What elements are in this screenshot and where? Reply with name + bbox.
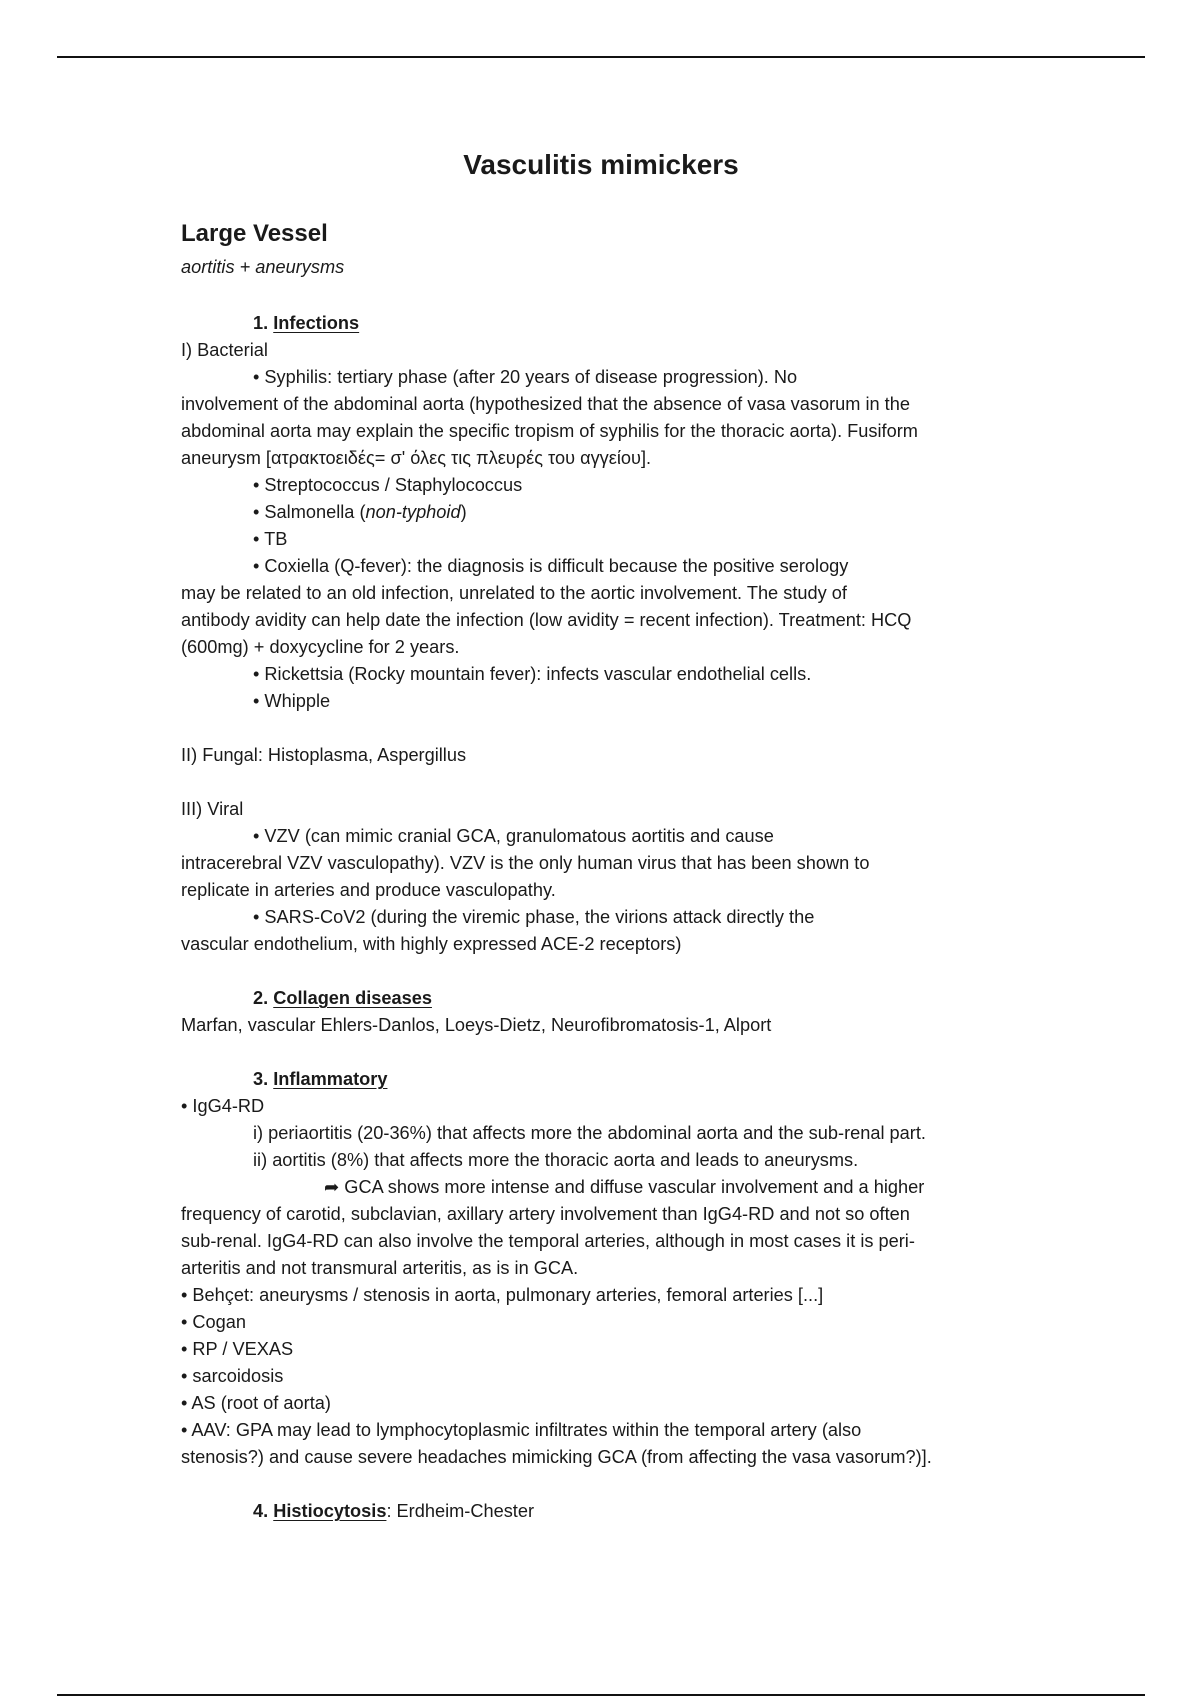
heading-number: 4. <box>253 1501 269 1521</box>
vzv-line-2: intracerebral VZV vasculopathy). VZV is the only human virus that has been shown to <box>181 853 870 873</box>
heading-histiocytosis <box>253 1498 534 1525</box>
vzv-line-1: • VZV (can mimic cranial GCA, granulomatous aortitis and cause <box>253 826 774 846</box>
syphilis-line-2: involvement of the abdominal aorta (hypothesized that the absence of vasa vasorum in the <box>181 394 910 414</box>
vzv-line-3: replicate in arteries and produce vasculopathy. <box>181 880 556 900</box>
syphilis-line-3: abdominal aorta may explain the specific tropism of syphilis for the thoracic aorta). Fusiform <box>181 421 918 441</box>
list-item-salmonella <box>253 499 467 526</box>
aav-line-2: stenosis?) and cause severe headaches mimicking GCA (from affecting the vasa vasorum?)]. <box>181 1447 932 1467</box>
coxiella-line-1: • Coxiella (Q-fever): the diagnosis is difficult because the positive serology <box>253 556 849 576</box>
heading-infections <box>253 310 359 337</box>
igg4-point-i: i) periaortitis (20-36%) that affects more the abdominal aorta and the sub-renal part. <box>253 1123 926 1143</box>
heading-label: Collagen diseases <box>273 988 432 1008</box>
list-item-sarcoidosis: • sarcoidosis <box>181 1366 284 1386</box>
fungal-line: II) Fungal: Histoplasma, Aspergillus <box>181 745 467 765</box>
heading-inflammatory <box>253 1066 387 1093</box>
salmonella-suffix: ) <box>460 502 467 522</box>
top-rule <box>57 56 1145 58</box>
list-item-cogan: • Cogan <box>181 1312 247 1332</box>
gca-note-line-1: ➦ GCA shows more intense and diffuse vascular involvement and a higher <box>324 1177 925 1197</box>
sars-line-1: • SARS-CoV2 (during the viremic phase, the virions attack directly the <box>253 907 815 927</box>
bottom-rule <box>57 1694 1145 1696</box>
list-item-rp-vexas: • RP / VEXAS <box>181 1339 294 1359</box>
heading-number: 1. <box>253 313 269 333</box>
coxiella-line-2: may be related to an old infection, unrelated to the aortic involvement. The study of <box>181 583 847 603</box>
igg4-point-ii: ii) aortitis (8%) that affects more the thoracic aorta and leads to aneurysms. <box>253 1150 859 1170</box>
aav-line-1: • AAV: GPA may lead to lymphocytoplasmic infiltrates within the temporal artery (also <box>181 1420 862 1440</box>
heading-collagen <box>253 985 432 1012</box>
sars-line-2: vascular endothelium, with highly expressed ACE-2 receptors) <box>181 934 682 954</box>
list-item-igg4: • IgG4-RD <box>181 1096 265 1116</box>
coxiella-line-3: antibody avidity can help date the infection (low avidity = recent infection). Treatment: HCQ <box>181 610 912 630</box>
section-subheading: aortitis + aneurysms <box>181 257 345 277</box>
list-item-as: • AS (root of aorta) <box>181 1393 331 1413</box>
syphilis-line-4: aneurysm [ατρακτοειδές= σ' όλες τις πλευρές του αγγείου]. <box>181 448 652 468</box>
heading-label: Histiocytosis <box>273 1501 387 1521</box>
gca-note-line-2: frequency of carotid, subclavian, axillary artery involvement than IgG4-RD and not so often <box>181 1204 910 1224</box>
heading-label: Inflammatory <box>273 1069 388 1089</box>
heading-number: 3. <box>253 1069 269 1089</box>
coxiella-line-4: (600mg) + doxycycline for 2 years. <box>181 637 460 657</box>
viral-label: III) Viral <box>181 799 244 819</box>
syphilis-line-1: • Syphilis: tertiary phase (after 20 years of disease progression). No <box>253 367 798 387</box>
salmonella-prefix: • Salmonella ( <box>253 502 366 522</box>
list-item-behcet: • Behçet: aneurysms / stenosis in aorta, pulmonary arteries, femoral arteries [...] <box>181 1285 824 1305</box>
gca-note-line-4: arteritis and not transmural arteritis, as is in GCA. <box>181 1258 579 1278</box>
list-item-strep: • Streptococcus / Staphylococcus <box>253 475 523 495</box>
salmonella-italic: non-typhoid <box>365 502 461 522</box>
page-title: Vasculitis mimickers <box>463 149 739 180</box>
bacterial-label: I) Bacterial <box>181 340 268 360</box>
list-item-whipple: • Whipple <box>253 691 331 711</box>
collagen-text: Marfan, vascular Ehlers-Danlos, Loeys-Dietz, Neurofibromatosis-1, Alport <box>181 1015 772 1035</box>
heading-number: 2. <box>253 988 269 1008</box>
section-heading-large-vessel: Large Vessel <box>181 220 328 247</box>
list-item-tb: • TB <box>253 529 288 549</box>
heading-label: Infections <box>273 313 360 333</box>
histiocytosis-text: : Erdheim-Chester <box>386 1501 535 1521</box>
list-item-rickettsia: • Rickettsia (Rocky mountain fever): infects vascular endothelial cells. <box>253 664 812 684</box>
gca-note-line-3: sub-renal. IgG4-RD can also involve the temporal arteries, although in most cases it is peri- <box>181 1231 915 1251</box>
